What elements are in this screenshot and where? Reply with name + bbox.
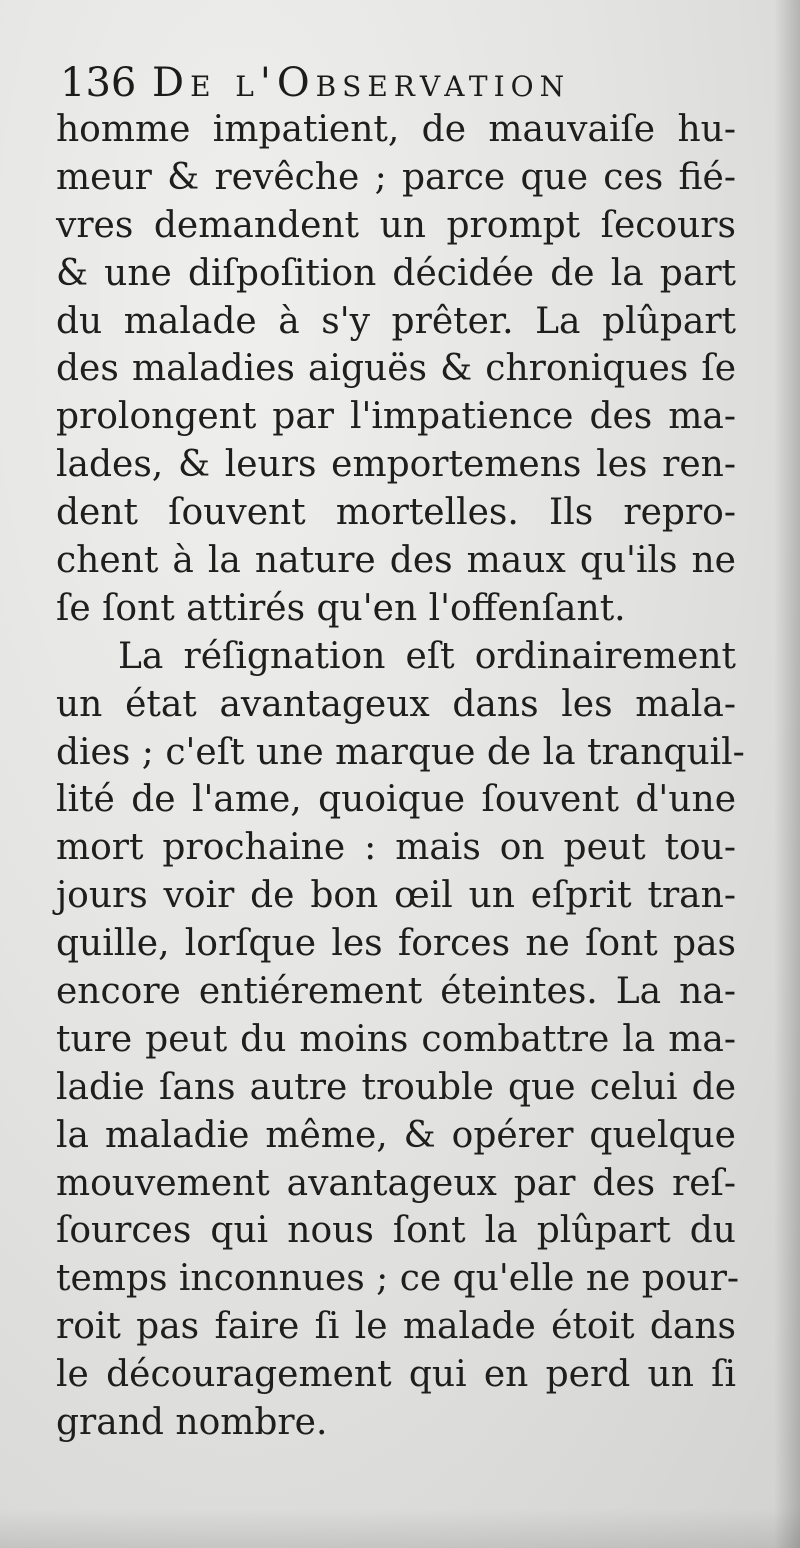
running-head <box>60 56 760 110</box>
text-line: La réſignation eſt ordinairement <box>118 635 736 677</box>
text-line: mort prochaine : mais on peut tou- <box>56 827 736 869</box>
text-line: lité de l'ame, quoique ſouvent d'une <box>56 779 736 821</box>
text-line: & une diſpoſition décidée de la part <box>56 252 736 294</box>
text-line: ture peut du moins combattre la ma- <box>56 1018 736 1060</box>
text-line: le découragement qui en perd un ſi <box>56 1354 736 1396</box>
text-line: encore entiérement éteintes. La na- <box>56 971 736 1013</box>
page-number: 136 <box>60 60 137 106</box>
page-bottom-shadow <box>0 1508 800 1548</box>
text-line: des maladies aiguës & chroniques ſe <box>56 348 736 390</box>
text-line: quille, lorſque les forces ne ſont pas <box>56 923 736 965</box>
text-line: prolongent par l'impatience des ma- <box>56 396 736 438</box>
text-line: du malade à s'y prêter. La plûpart <box>56 300 736 342</box>
paragraph <box>56 633 745 1447</box>
text-line: dent ſouvent mortelles. Ils repro- <box>56 492 736 534</box>
text-line: vres demandent un prompt ſecours <box>56 204 736 246</box>
text-line: ladie ſans autre trouble que celui de <box>56 1066 736 1108</box>
text-line: chent à la nature des maux qu'ils ne <box>56 540 736 582</box>
text-line: homme impatient, de mauvaiſe hu- <box>56 109 736 150</box>
text-line: temps inconnues ; ce qu'elle ne pour- <box>56 1258 740 1300</box>
text-line: jours voir de bon œil un eſprit tran- <box>56 875 736 917</box>
text-line: mouvement avantageux par des reſ- <box>56 1162 736 1204</box>
paragraph <box>56 106 736 633</box>
text-line: lades, & leurs emportemens les ren- <box>56 444 736 486</box>
text-line: ſources qui nous ſont la plûpart du <box>56 1210 736 1252</box>
text-line: la maladie même, & opérer quelque <box>56 1114 736 1156</box>
page-edge-shadow <box>774 0 800 1548</box>
text-line: grand nombre. <box>56 1402 328 1444</box>
body-text <box>56 106 745 1447</box>
text-line: ſe ſont attirés qu'en l'offenſant. <box>56 587 626 629</box>
running-title: De l'Observation <box>152 60 571 106</box>
text-line: dies ; c'eſt une marque de la tranquil- <box>56 731 745 773</box>
text-line: meur & revêche ; parce que ces fié- <box>56 156 736 198</box>
text-line: un état avantageux dans les mala- <box>56 683 736 725</box>
text-line: roit pas faire ſi le malade étoit dans <box>56 1306 736 1348</box>
